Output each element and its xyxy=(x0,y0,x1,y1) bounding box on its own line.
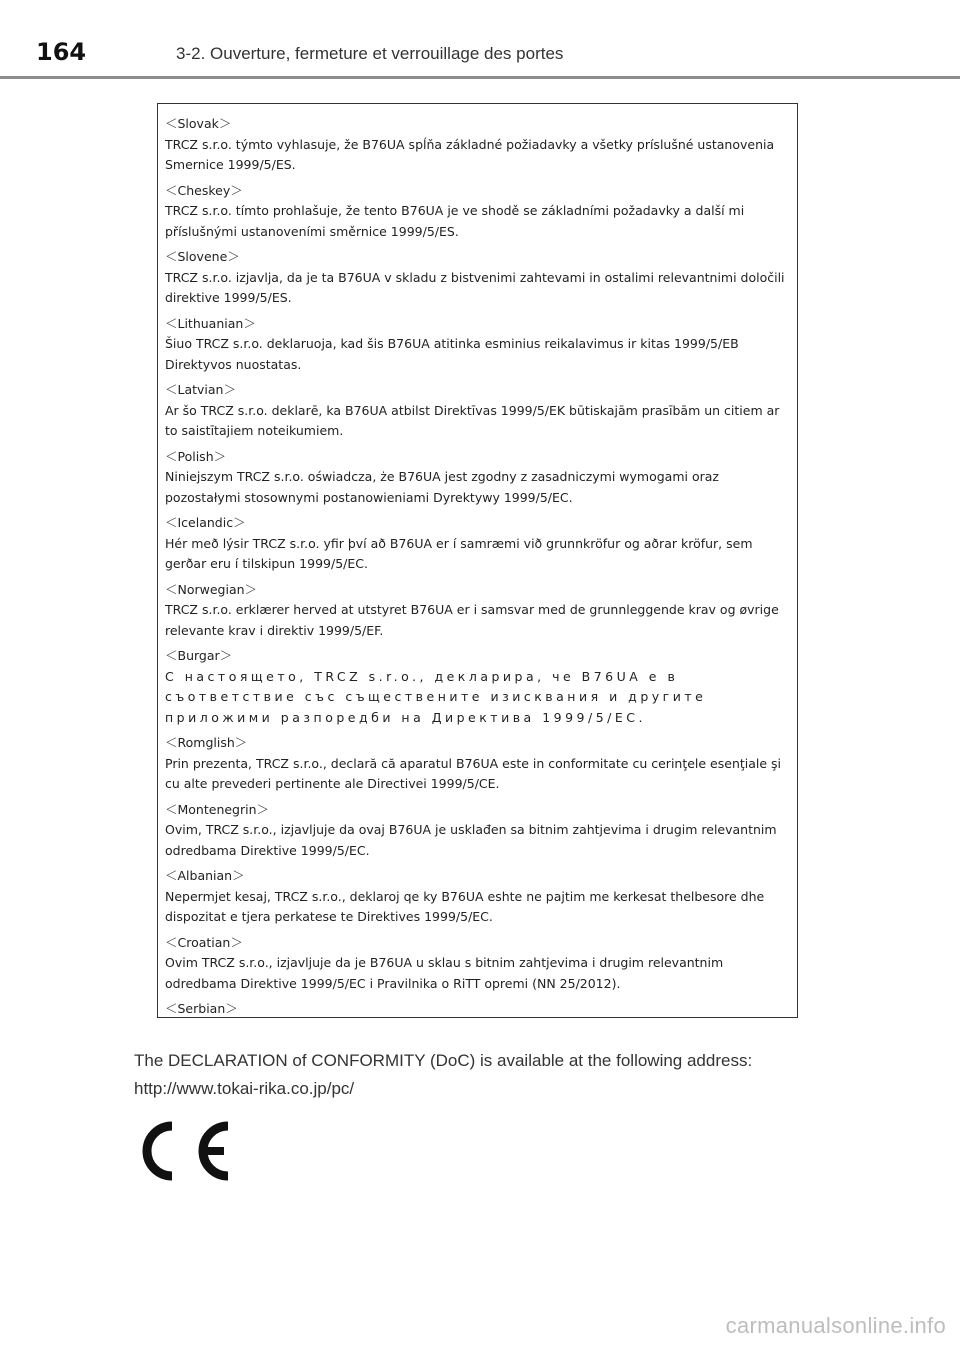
declaration-language: ＜Latvian＞ xyxy=(165,382,236,397)
declaration-text: Nepermjet kesaj, TRCZ s.r.o., deklaroj qe ky B76UA eshte ne pajtim me kerkesat thelbesore dhe dispozitat e tjera perkatese te Direktives 1999/5/EC. xyxy=(165,888,765,924)
declaration-text: TRCZ s.r.o. izjavlja, da je ta B76UA v skladu z bistvenimi zahtevami in ostalimi relevantnimi določili direktive 1999/5/ES. xyxy=(165,269,785,305)
declaration-cheskey xyxy=(165,181,790,243)
declaration-burgar xyxy=(165,646,790,728)
declaration-text: Ar šo TRCZ s.r.o. deklarē, ka B76UA atbilst Direktīvas 1999/5/EK būtiskajām prasībām un citiem ar to saistītajiem noteikumiem. xyxy=(165,402,780,438)
declaration-language: ＜Lithuanian＞ xyxy=(165,315,256,331)
declaration-slovak xyxy=(165,114,790,176)
declaration-language: ＜Croatian＞ xyxy=(165,934,243,950)
declaration-polish xyxy=(165,447,790,509)
doc-availability-text: The DECLARATION of CONFORMITY (DoC) is available at the following address: xyxy=(134,1051,753,1070)
site-watermark: carmanualsonline.info xyxy=(725,1313,946,1338)
header-divider xyxy=(0,76,960,79)
declaration-text: Ovim TRCZ s.r.o., izjavljuje da je B76UA u sklau s bitnim zahtjevima i drugim relevantnim odredbama Direktive 1999/5/EC i Pravilnika o RiTT opremi (NN 25/2012). xyxy=(165,955,724,991)
declaration-language: ＜Cheskey＞ xyxy=(165,182,243,198)
declaration-romglish xyxy=(165,733,790,795)
declaration-language: ＜Norwegian＞ xyxy=(165,581,258,597)
declaration-language: ＜Icelandic＞ xyxy=(165,515,246,530)
declaration-norwegian xyxy=(165,580,790,642)
doc-availability xyxy=(134,1047,834,1103)
declaration-language: ＜Polish＞ xyxy=(165,448,227,464)
declaration-icelandic xyxy=(165,513,790,575)
declaration-box xyxy=(157,103,798,1018)
declaration-language: ＜Serbian＞ xyxy=(165,1001,238,1016)
declaration-language: ＜Albanian＞ xyxy=(165,868,245,883)
declaration-serbian xyxy=(165,999,790,1018)
page-number: 164 xyxy=(36,38,87,66)
declaration-text: Hér með lýsir TRCZ s.r.o. yfir því að B76UA er í samræmi við grunnkröfur og aðrar kröfur, sem gerðar eru í tilskipun 1999/5/EC. xyxy=(165,535,753,571)
declaration-text: С настоящето, TRCZ s.r.o., декларира, че B76UA е в съответствие със съществените изисквания и другите приложими разпоредби на Директива 1999/5/ЕС. xyxy=(165,668,707,725)
declaration-language: ＜Romglish＞ xyxy=(165,735,248,750)
declaration-text: Ovim, TRCZ s.r.o., izjavljuje da ovaj B76UA je usklađen sa bitnim zahtjevima i drugim relevantnim odredbama Direktive 1999/5/EC. xyxy=(165,822,777,858)
doc-url-link[interactable]: http://www.tokai-rika.co.jp/pc/ xyxy=(134,1079,355,1098)
declaration-language: ＜Slovene＞ xyxy=(165,249,240,264)
ce-mark-icon xyxy=(138,1118,234,1184)
page-header xyxy=(0,0,960,80)
declaration-lithuanian xyxy=(165,314,790,376)
declaration-language: ＜Montenegrin＞ xyxy=(165,801,270,817)
declaration-language: ＜Slovak＞ xyxy=(165,116,232,131)
declaration-language: ＜Burgar＞ xyxy=(165,648,233,663)
section-title: 3-2. Ouverture, fermeture et verrouillage des portes xyxy=(176,44,564,63)
declaration-text: TRCZ s.r.o. týmto vyhlasuje, že B76UA spĺňa základné požiadavky a všetky príslušné ustanovenia Smernice 1999/5/ES. xyxy=(165,136,775,172)
declaration-text: TRCZ s.r.o. erklærer herved at utstyret B76UA er i samsvar med de grunnleggende krav og øvrige relevante krav i direktiv 1999/5/EF. xyxy=(165,602,779,638)
declaration-text: TRCZ s.r.o. tímto prohlašuje, že tento B76UA je ve shodě se základními požadavky a další mi příslušnými ustanoveními směrnice 1999/5/ES. xyxy=(165,203,745,239)
declaration-albanian xyxy=(165,866,790,928)
declaration-latvian xyxy=(165,380,790,442)
declaration-text: Niniejszym TRCZ s.r.o. oświadcza, że B76UA jest zgodny z zasadniczymi wymogami oraz pozostałymi stosownymi postanowieniami Dyrektywy 1999/5/EC. xyxy=(165,469,719,505)
declaration-text: Šiuo TRCZ s.r.o. deklaruoja, kad šis B76UA atitinka esminius reikalavimus ir kitas 1999/5/EB Direktyvos nuostatas. xyxy=(165,336,739,372)
declaration-montenegrin xyxy=(165,800,790,862)
declaration-slovene xyxy=(165,247,790,309)
declaration-croatian xyxy=(165,933,790,995)
declaration-text: Prin prezenta, TRCZ s.r.o., declară că aparatul B76UA este in conformitate cu cerinţele esenţiale şi cu alte prevederi pertinente ale Directivei 1999/5/CE. xyxy=(165,755,782,791)
